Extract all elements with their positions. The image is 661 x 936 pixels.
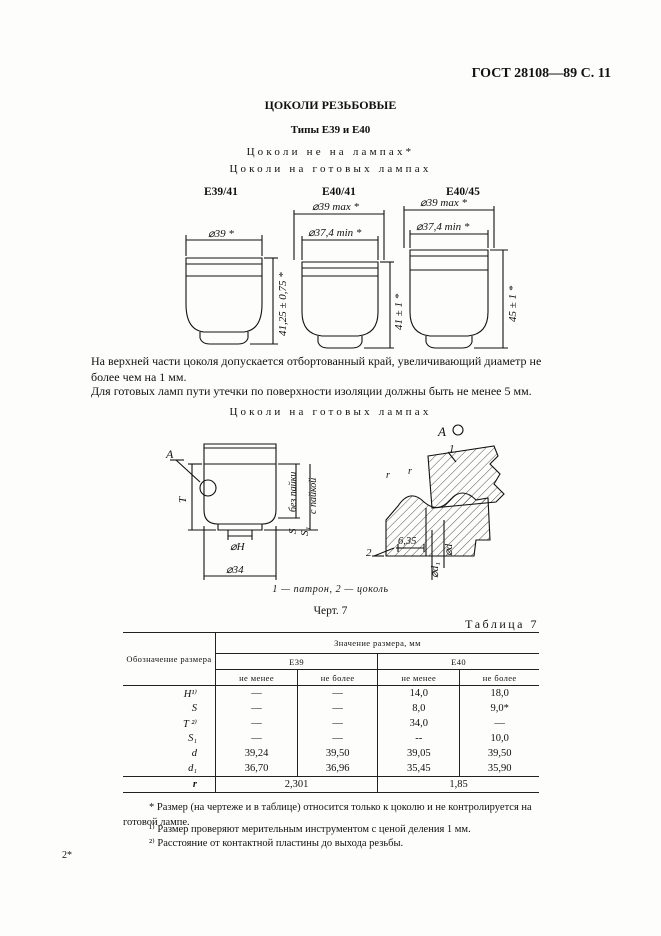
label-r1: r bbox=[386, 470, 390, 481]
section-heading-on-lamps: Цоколи на готовых лампах bbox=[229, 163, 432, 175]
dimensions-table bbox=[123, 632, 539, 793]
table-row: d 39,24 39,50 39,05 39,50 bbox=[123, 746, 539, 761]
section-heading-not-on-lamps: Цоколи не на лампах* bbox=[246, 146, 415, 158]
label-A: А bbox=[166, 447, 174, 461]
e40-min: не менее bbox=[378, 670, 460, 686]
label-1: 1 bbox=[449, 443, 455, 455]
col-value: Значение размера, мм bbox=[216, 633, 540, 654]
label-2: 2 bbox=[366, 547, 372, 559]
dim-d: ⌀d bbox=[443, 543, 455, 556]
base-e39-41 bbox=[186, 235, 278, 344]
paragraph-creepage: Для готовых ламп пути утечки по поверхности изоляции должны быть не менее 5 мм. bbox=[91, 384, 532, 398]
figure-caption: Черт. 7 bbox=[313, 605, 348, 617]
dim-S1: S₁ bbox=[299, 526, 311, 536]
label-e39-41: Е39/41 bbox=[204, 186, 238, 198]
dim-d34: ⌀34 bbox=[226, 564, 244, 576]
table-row: S₁ — — -- 10,0 bbox=[123, 731, 539, 746]
e39-max: не более bbox=[298, 670, 378, 686]
dim-h1: 41,25 ± 0,75 * bbox=[277, 272, 289, 336]
group-e40: Е40 bbox=[378, 654, 539, 670]
table-label: Таблица 7 bbox=[465, 617, 539, 631]
footnote-2: ²⁾ Расстояние от контактной пластины до выхода резьбы. bbox=[149, 838, 404, 849]
label-e40-45: Е40/45 bbox=[446, 186, 480, 198]
label-e40-41: Е40/41 bbox=[322, 186, 356, 198]
figure-legend: 1 — патрон, 2 — цоколь bbox=[272, 584, 389, 595]
dim-dH: ⌀Н bbox=[230, 541, 245, 553]
dim-bez-paiki: без пайки bbox=[288, 471, 299, 512]
group-e39: Е39 bbox=[216, 654, 378, 670]
table-row-r: r 2,301 1,85 bbox=[123, 777, 539, 793]
dim-s-paikoi: с пайкой bbox=[308, 477, 319, 514]
dim-d374-2: ⌀37,4 min * bbox=[308, 227, 362, 239]
e40-max: не более bbox=[460, 670, 539, 686]
table-row: H¹⁾ — — 14,0 18,0 bbox=[123, 686, 539, 702]
dim-d39-star: ⌀39 * bbox=[208, 228, 234, 240]
table-row: d₁ 36,70 36,96 35,45 35,90 bbox=[123, 761, 539, 777]
label-r2: r bbox=[408, 466, 412, 477]
paragraph-flange: На верхней части цоколя допускается отбортованный край, увеличивающий диаметр не более чем на 1 мм. bbox=[91, 354, 542, 384]
footnote-1: ¹⁾ Размер проверяют мерительным инструментом с ценой деления 1 мм. bbox=[149, 824, 471, 835]
thread-detail-drawing bbox=[372, 425, 504, 580]
dim-pitch: 6,35 bbox=[398, 536, 417, 547]
label-A-detail: А bbox=[438, 424, 446, 439]
page-subtitle: Типы Е39 и Е40 bbox=[290, 124, 371, 136]
page-header: ГОСТ 28108—89 С. 11 bbox=[471, 66, 611, 81]
col-designation: Обозначение размера bbox=[123, 633, 216, 686]
section-heading-on-lamps-2: Цоколи на готовых лампах bbox=[229, 406, 432, 418]
dim-T: Т bbox=[177, 496, 189, 503]
table-row: T ²⁾ — — 34,0 — bbox=[123, 716, 539, 731]
dim-d39max-2: ⌀39 max * bbox=[312, 201, 359, 213]
table-row: S — — 8,0 9,0* bbox=[123, 701, 539, 716]
dim-S: S bbox=[287, 528, 299, 534]
dim-d1: ⌀d₁ bbox=[429, 562, 441, 578]
dim-h2: 41 ± 1 * bbox=[393, 293, 405, 330]
dim-d39max-3: ⌀39 max * bbox=[420, 197, 467, 209]
footnote-star: * Размер (на чертеже и в таблице) относится только к цоколю и не контролируется на готовой лампе. bbox=[123, 802, 532, 828]
page-title: ЦОКОЛИ РЕЗЬБОВЫЕ bbox=[264, 98, 397, 112]
dim-h3: 45 ± 1 * bbox=[507, 285, 519, 322]
dim-d374-3: ⌀37,4 min * bbox=[416, 221, 470, 233]
e39-min: не менее bbox=[216, 670, 298, 686]
page-mark: 2* bbox=[62, 850, 72, 861]
